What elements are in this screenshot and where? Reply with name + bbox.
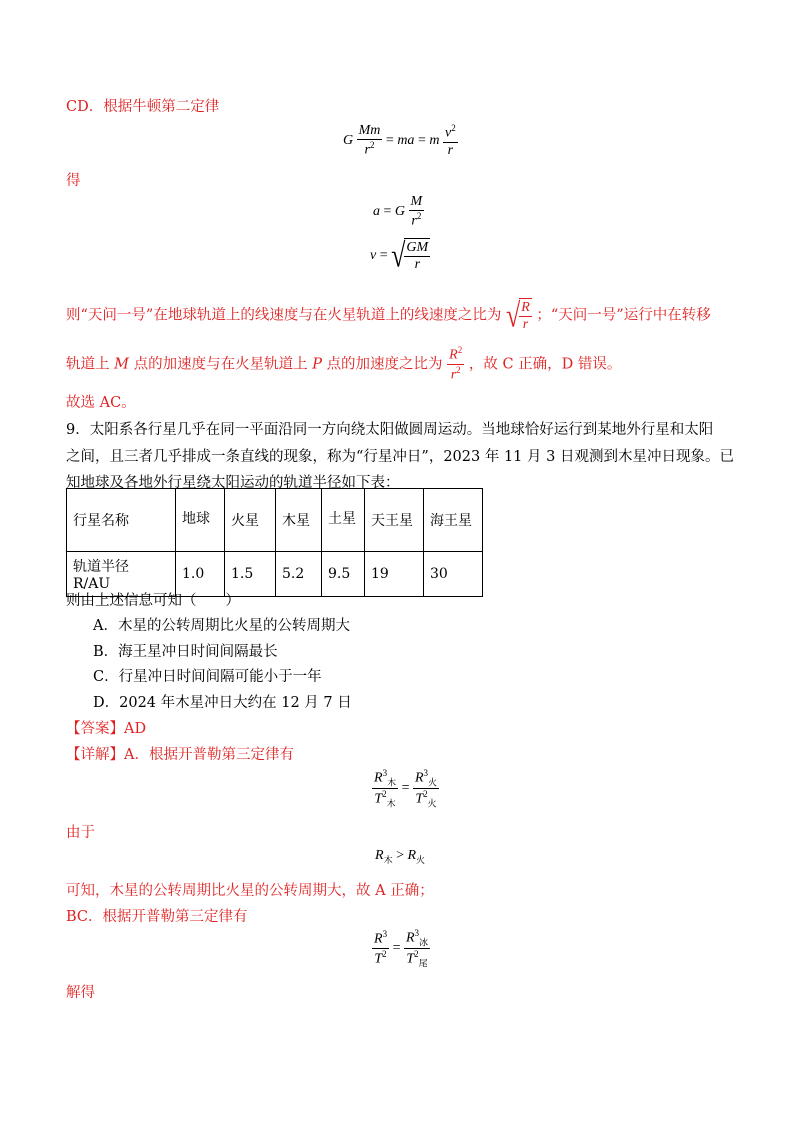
- orbit-radius-table: [66, 488, 483, 597]
- q9-prompt: 则由上述信息可知（ ）: [66, 593, 240, 609]
- table-header-cell: 天王星: [365, 489, 424, 552]
- q9-line-2: 之间，且三者几乎排成一条直线的现象，称为“行星冲日”，2023 年 11 月 3 日观测到木星冲日现象。已: [66, 449, 734, 465]
- kepler-formula-2: $\frac{R^3}{T^2}$ = $\frac{R^3_冰}{T^2_尾}$: [374, 928, 429, 969]
- sub-mu: 木: [383, 854, 393, 865]
- conclusion-line-2: [66, 345, 621, 384]
- choice-c: C．行星冲日时间间隔可能小于一年: [93, 669, 322, 685]
- conclusion-text-2b: 点的加速度与在火星轨道上: [133, 356, 308, 373]
- conclusion-text-1: 则“天问一号”在地球轨道上的线速度与在火星轨道上的线速度之比为: [66, 307, 502, 324]
- table-cell: 9.5: [322, 552, 365, 597]
- sub-chen: 冰: [419, 937, 429, 948]
- table-header-row: [67, 489, 483, 552]
- sub-mu: 木: [387, 777, 397, 788]
- table-header-cell: 土星: [322, 489, 365, 552]
- sub-mu: 木: [386, 798, 396, 809]
- conclusion-line-1: [66, 298, 711, 333]
- table-header-cell: 地球: [176, 489, 225, 552]
- answer-label: 【答案】AD: [66, 721, 147, 737]
- sub-wei: 尾: [418, 958, 428, 969]
- table-header-cell: 海王星: [424, 489, 483, 552]
- q9-line-3: 知地球及各地外行星绕太阳运动的轨道半径如下表：: [66, 475, 400, 491]
- conclusion-text-2c: 点的加速度之比为: [326, 356, 443, 373]
- sub-huo: 火: [427, 798, 437, 809]
- youyu-label: 由于: [66, 825, 95, 841]
- section-cd-heading: CD．根据牛顿第二定律: [66, 99, 220, 115]
- point-m: M: [114, 356, 129, 373]
- choice-a: A．木星的公转周期比火星的公转周期大: [93, 618, 350, 634]
- table-cell: 30: [424, 552, 483, 597]
- table-header-cell: 行星名称: [67, 489, 176, 552]
- de-label: 得: [66, 173, 81, 189]
- detail-heading: 【详解】A．根据开普勒第三定律有: [66, 747, 294, 763]
- q9-line-1: 9．太阳系各行星几乎在同一平面沿同一方向绕太阳做圆周运动。当地球恰好运行到某地外行星和太阳: [66, 422, 714, 438]
- ratio-sqrt-r: √ $\frac{R}{r}$: [505, 296, 530, 334]
- table-header-cell: 火星: [225, 489, 276, 552]
- choice-b: B．海王星冲日时间间隔最长: [93, 644, 278, 660]
- newton-second-law-formula: G $\frac{Mm}{r^2}$ = ma = m $\frac{v^2}{r}$: [343, 123, 456, 158]
- velocity-formula: v = √ $\frac{GM}{r}$: [370, 236, 429, 274]
- conclusion-text-1b: ；“天问一号”运行中在转移: [536, 307, 711, 324]
- table-cell: 1.0: [176, 552, 225, 597]
- row-label-text: 轨道半径 R/AU: [73, 559, 129, 592]
- table-cell: 1.5: [225, 552, 276, 597]
- table-cell: 19: [365, 552, 424, 597]
- point-p: P: [312, 356, 322, 373]
- sub-huo: 火: [416, 854, 426, 865]
- conclusion-a: 可知，木星的公转周期比火星的公转周期大，故 A 正确；: [66, 883, 434, 899]
- kepler-formula-1: $\frac{R^3_木}{T^2_木}$ = $\frac{R^3_火}{T^2_火}$: [374, 768, 438, 809]
- table-cell: 5.2: [276, 552, 322, 597]
- radius-inequality: $R_木 > R_火$: [375, 848, 426, 865]
- conclusion-text-2d: ，故 C 正确，D 错误。: [468, 356, 622, 373]
- choice-d: D．2024 年木星冲日大约在 12 月 7 日: [93, 695, 352, 711]
- sub-huo: 火: [428, 777, 438, 788]
- acceleration-formula: a = G $\frac{M}{r^2}$: [373, 194, 423, 229]
- ratio-r-squared: $\frac{R^2}{r^2}$: [449, 345, 463, 383]
- jiede-label: 解得: [66, 985, 95, 1001]
- bc-heading: BC．根据开普勒第三定律有: [66, 909, 248, 925]
- conclusion-text-2a: 轨道上: [66, 356, 110, 373]
- select-ac: 故选 AC。: [66, 395, 136, 411]
- table-header-cell: 木星: [276, 489, 322, 552]
